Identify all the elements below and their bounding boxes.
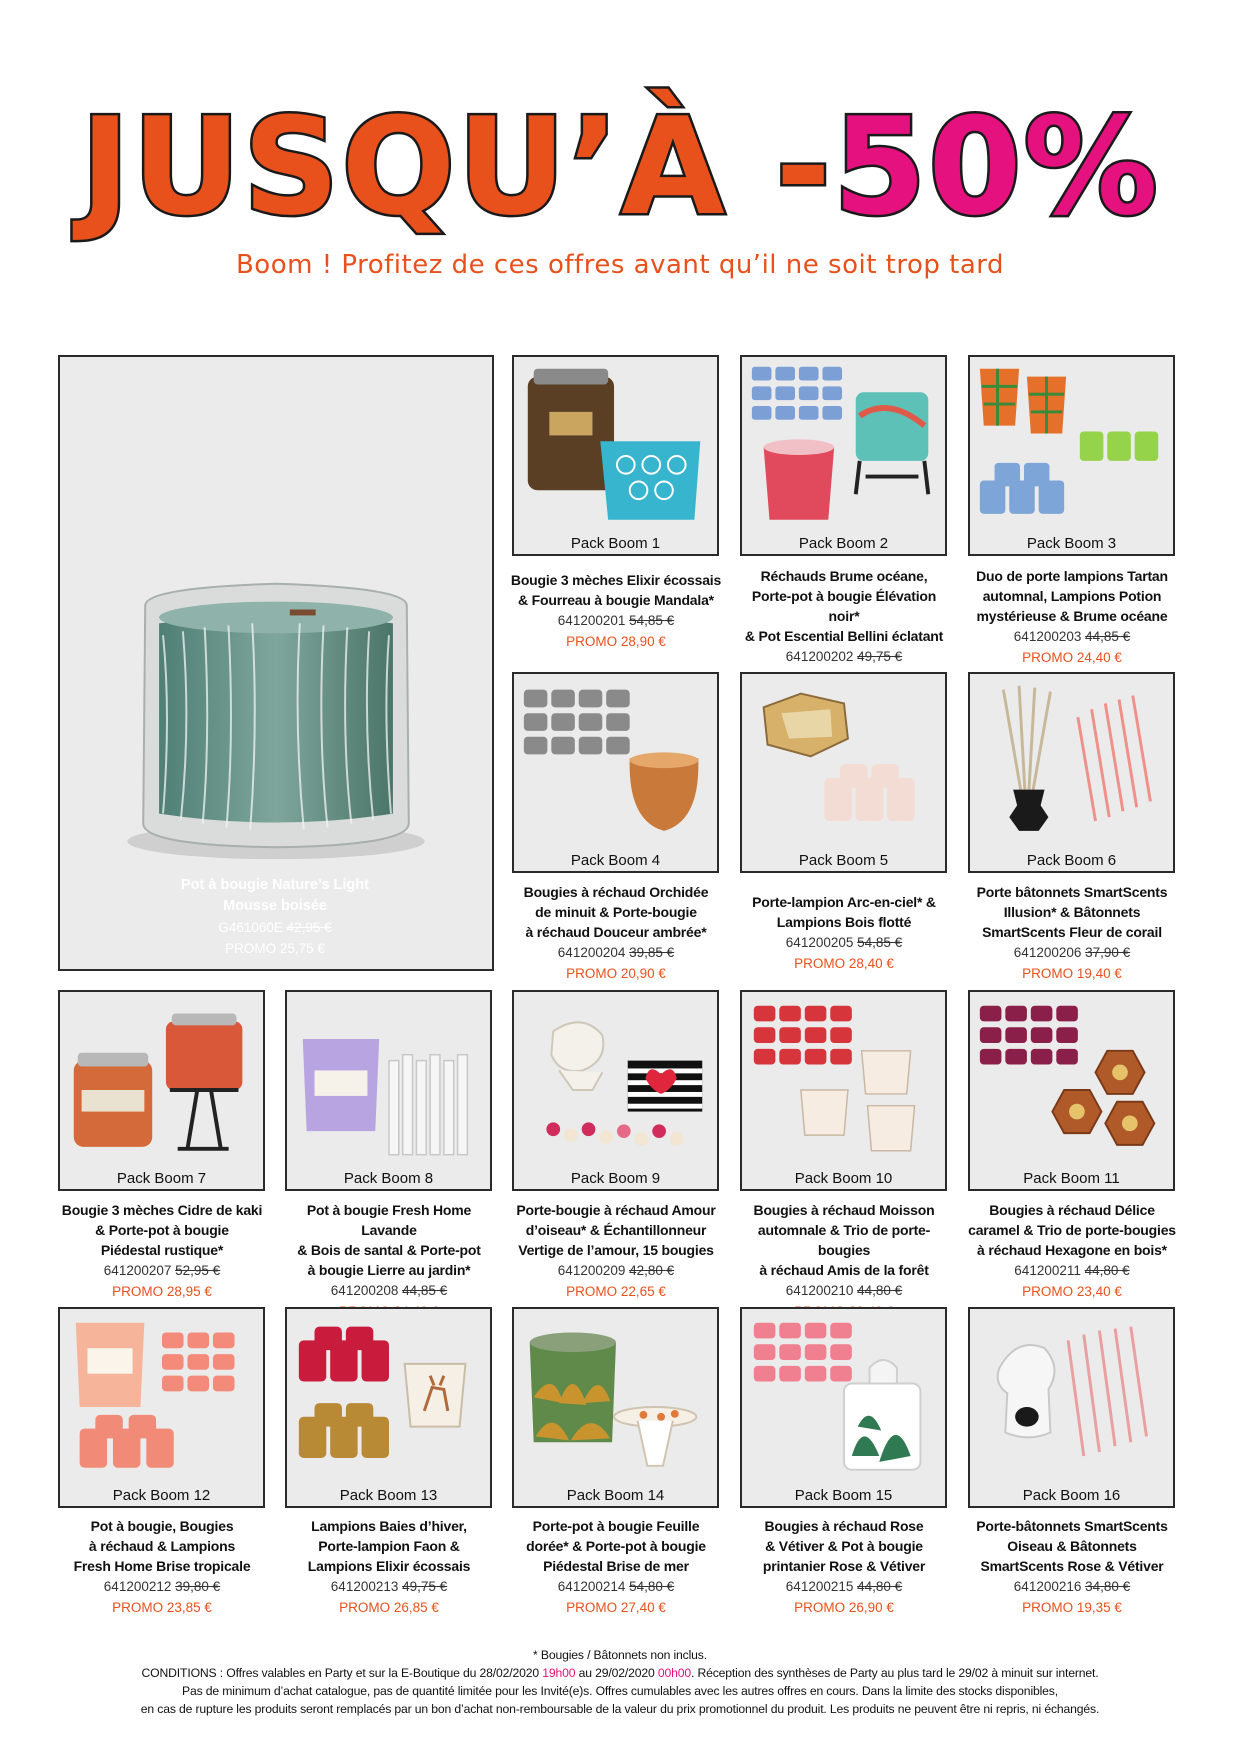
- pack-label: Pack Boom 8: [343, 1170, 434, 1187]
- pack-old-price: 44,85 €: [402, 1283, 448, 1298]
- promo-headline: [0, 89, 1240, 245]
- pack-label: Pack Boom 7: [116, 1170, 207, 1187]
- pack-info-16: [965, 1516, 1179, 1618]
- pack-code-value: 641200207: [103, 1263, 172, 1278]
- pack-name-line: Bougies à réchaud Rose: [764, 1518, 924, 1534]
- pack-info-10: [737, 1200, 951, 1322]
- pack-old-price: 52,95 €: [175, 1263, 221, 1278]
- pack-old-price: 49,75 €: [402, 1579, 448, 1594]
- pack-tile-7[interactable]: [58, 990, 265, 1191]
- pack-tile-8[interactable]: [285, 990, 492, 1191]
- pack-info-13: [282, 1516, 496, 1618]
- featured-code: [60, 917, 490, 938]
- pack-name-line: Porte-bâtonnets SmartScents: [976, 1518, 1168, 1534]
- pack-name-line: Oiseau & Bâtonnets: [1007, 1538, 1137, 1554]
- start-time: 19h00: [542, 1666, 576, 1680]
- pack-promo-price: PROMO 19,35 €: [1022, 1600, 1122, 1615]
- pack-tile-15[interactable]: [740, 1307, 947, 1508]
- grey-tealights-illustration: [514, 674, 717, 871]
- pack-name-line: Fresh Home Brise tropicale: [73, 1558, 251, 1574]
- pack-code: [282, 1280, 496, 1301]
- pack-old-price: 39,85 €: [629, 945, 675, 960]
- jar-and-sleeve-illustration: [514, 357, 717, 554]
- pack-info-2: [737, 566, 951, 688]
- pack-label: Pack Boom 9: [570, 1170, 661, 1187]
- pack-name-line: Piédestal Brise de mer: [543, 1558, 689, 1574]
- pack-code: [737, 1280, 951, 1301]
- pack-name-line: Porte bâtonnets SmartScents: [976, 884, 1168, 900]
- pack-name-line: Lampions Elixir écossais: [307, 1558, 471, 1574]
- gold-leaf-holder-illustration: [514, 1309, 717, 1506]
- pack-name-line: & Fourreau à bougie Mandala*: [518, 592, 714, 608]
- pack-code-value: 641200204: [557, 945, 626, 960]
- pack-name-line: caramel & Trio de porte-bougies: [968, 1222, 1176, 1238]
- pack-old-price: 44,85 €: [1085, 629, 1131, 644]
- pack-code-value: 641200201: [557, 613, 626, 628]
- pack-name-line: à réchaud Douceur ambrée*: [525, 924, 707, 940]
- bird-holder-sampler-illustration: [514, 992, 717, 1189]
- pack-promo-price: PROMO 26,85 €: [339, 1600, 439, 1615]
- pack-info-6: [965, 882, 1179, 984]
- pack-name-line: Bougie 3 mèches Cidre de kaki: [61, 1202, 263, 1218]
- pack-code-value: 641200203: [1013, 629, 1082, 644]
- pack-name-line: Pot à bougie, Bougies: [90, 1518, 234, 1534]
- conditions-line-2: Pas de minimum d’achat catalogue, pas de quantité limitée pour les Invité(e)s. Offres cumulables avec les autres offres en cours. Dans la limite des stocks disponibles,: [182, 1684, 1058, 1698]
- pack-label: Pack Boom 11: [1023, 1170, 1120, 1187]
- pack-code-value: 641200210: [785, 1283, 854, 1298]
- pack-old-price: 44,80 €: [857, 1579, 903, 1594]
- pack-old-price: 54,85 €: [629, 613, 675, 628]
- pack-name-line: Bougies à réchaud Moisson: [753, 1202, 935, 1218]
- pack-info-12: [55, 1516, 269, 1618]
- pack-old-price: 42,80 €: [629, 1263, 675, 1278]
- pack-code: [965, 1260, 1179, 1281]
- pack-code: [509, 1576, 723, 1597]
- pack-code: [965, 626, 1179, 647]
- pack-name-line: d’oiseau* & Échantillonneur: [525, 1222, 707, 1238]
- pack-name-line: Porte-lampion Arc-en-ciel* &: [752, 894, 936, 910]
- pack-tile-4[interactable]: [512, 672, 719, 873]
- featured-product-info: [60, 875, 490, 959]
- pack-info-4: [509, 882, 723, 984]
- pack-old-price: 44,80 €: [857, 1283, 903, 1298]
- pack-tile-11[interactable]: [968, 990, 1175, 1191]
- pack-name-line: Porte-pot à bougie Feuille: [532, 1518, 700, 1534]
- lavender-jar-illustration: [287, 992, 490, 1189]
- pack-tile-14[interactable]: [512, 1307, 719, 1508]
- pack-tile-6[interactable]: [968, 672, 1175, 873]
- pack-promo-price: PROMO 19,40 €: [1022, 966, 1122, 981]
- conditions-line-3: en cas de rupture les produits seront remplacés par un bon d’achat non-remboursable de la valeur du prix promotionnel du produit. Les produits ne peuvent être ni repris, ni échangés.: [140, 1702, 1100, 1716]
- pack-name-line: Porte-pot à bougie Élévation noir*: [751, 588, 937, 624]
- pack-code-value: 641200206: [1013, 945, 1082, 960]
- pack-tile-9[interactable]: [512, 990, 719, 1191]
- pack-label: Pack Boom 2: [798, 535, 889, 552]
- pack-name-line: Illusion* & Bâtonnets: [1003, 904, 1141, 920]
- promo-subtitle: Boom ! Profitez de ces offres avant qu’il ne soit trop tard: [235, 250, 1005, 280]
- pack-old-price: 39,80 €: [175, 1579, 221, 1594]
- pack-label: Pack Boom 10: [794, 1170, 893, 1187]
- pack-info-1: [509, 570, 723, 652]
- featured-promo-price: PROMO 25,75 €: [225, 941, 325, 956]
- pack-tile-1[interactable]: [512, 355, 719, 556]
- pack-tile-16[interactable]: [968, 1307, 1175, 1508]
- pack-info-11: [965, 1200, 1179, 1302]
- pack-info-3: [965, 566, 1179, 668]
- red-tealights-illustration: [742, 992, 945, 1189]
- pack-name-line: mystérieuse & Brume océane: [976, 608, 1168, 624]
- pack-code-value: 641200213: [330, 1579, 399, 1594]
- pack-tile-2[interactable]: [740, 355, 947, 556]
- pack-name-line: Porte-lampion Faon &: [318, 1538, 460, 1554]
- pack-promo-price: PROMO 26,90 €: [794, 1600, 894, 1615]
- conditions-text: . Réception des synthèses de Party au plus tard le 29/02 à minuit sur internet.: [690, 1666, 1099, 1680]
- pack-label: Pack Boom 12: [112, 1487, 211, 1504]
- pack-code: [737, 1576, 951, 1597]
- pack-label: Pack Boom 6: [1026, 852, 1117, 869]
- pack-name-line: Réchauds Brume océane,: [760, 568, 928, 584]
- pack-name-line: SmartScents Fleur de corail: [982, 924, 1162, 940]
- pack-code-value: 641200208: [330, 1283, 399, 1298]
- pack-code: [509, 610, 723, 631]
- pack-name-line: Bougie 3 mèches Elixir écossais: [510, 572, 722, 588]
- pack-name-line: de minuit & Porte-bougie: [535, 904, 697, 920]
- headline-percent: 50%: [833, 89, 1160, 245]
- rose-vetiver-illustration: [742, 1309, 945, 1506]
- pack-name-line: printanier Rose & Vétiver: [762, 1558, 926, 1574]
- pack-promo-price: PROMO 22,65 €: [566, 1284, 666, 1299]
- pack-name-line: Pot à bougie Fresh Home Lavande: [306, 1202, 472, 1238]
- pack-name-line: automnale & Trio de porte-bougies: [757, 1222, 931, 1258]
- pack-name-line: & Bois de santal & Porte-pot: [297, 1242, 481, 1258]
- pack-code: [55, 1576, 269, 1597]
- pack-info-7: [55, 1200, 269, 1302]
- conditions-text: CONDITIONS : Offres valables en Party et sur la E-Boutique du 28/02/2020: [141, 1666, 543, 1680]
- pack-old-price: 37,90 €: [1085, 945, 1131, 960]
- pack-old-price: 44,80 €: [1084, 1263, 1130, 1278]
- pack-name-line: Porte-bougie à réchaud Amour: [516, 1202, 716, 1218]
- pack-name-line: Bougies à réchaud Délice: [989, 1202, 1155, 1218]
- pack-code: [737, 932, 951, 953]
- pack-name-line: Vertige de l’amour, 15 bougies: [518, 1242, 714, 1258]
- pack-info-8: [282, 1200, 496, 1322]
- pack-code: [282, 1576, 496, 1597]
- pack-code-value: 641200215: [785, 1579, 854, 1594]
- pack-label: Pack Boom 15: [794, 1487, 893, 1504]
- pack-label: Pack Boom 14: [566, 1487, 665, 1504]
- pack-name-line: Bougies à réchaud Orchidée: [523, 884, 709, 900]
- pack-code-value: 641200209: [557, 1263, 626, 1278]
- pack-name-line: & Porte-pot à bougie: [95, 1222, 229, 1238]
- pack-name-line: & Vétiver & Pot à bougie: [765, 1538, 923, 1554]
- conditions-text: au 29/02/2020: [575, 1666, 658, 1680]
- pack-name-line: Piédestal rustique*: [100, 1242, 224, 1258]
- pack-label: Pack Boom 4: [570, 852, 661, 869]
- pack-code-value: 641200216: [1013, 1579, 1082, 1594]
- pack-label: Pack Boom 13: [339, 1487, 438, 1504]
- pack-promo-price: PROMO 28,40 €: [794, 956, 894, 971]
- pack-name-line: à bougie Lierre au jardin*: [307, 1262, 471, 1278]
- featured-code-value: G461060E: [218, 920, 283, 935]
- pack-label: Pack Boom 1: [570, 535, 661, 552]
- pack-info-15: [737, 1516, 951, 1618]
- tartan-holders-illustration: [970, 357, 1173, 554]
- pack-tile-12[interactable]: [58, 1307, 265, 1508]
- pack-name-line: Lampions Bois flotté: [776, 914, 912, 930]
- votives-and-fawn-illustration: [287, 1309, 490, 1506]
- pack-label: Pack Boom 16: [1022, 1487, 1121, 1504]
- tealights-and-jar-illustration: [742, 357, 945, 554]
- pack-name-line: à réchaud Amis de la forêt: [759, 1262, 929, 1278]
- pack-tile-13[interactable]: [285, 1307, 492, 1508]
- pack-promo-price: PROMO 27,40 €: [566, 1600, 666, 1615]
- pack-old-price: 54,85 €: [857, 935, 903, 950]
- pack-name-line: à réchaud Hexagone en bois*: [977, 1242, 1167, 1258]
- pack-code-value: 641200211: [1014, 1263, 1081, 1278]
- pack-code-value: 641200214: [557, 1579, 626, 1594]
- end-time: 00h00: [657, 1666, 691, 1680]
- featured-name-line2: Mousse boisée: [223, 898, 327, 914]
- pack-label: Pack Boom 5: [798, 852, 889, 869]
- featured-name-line1: Pot à bougie Nature’s Light: [181, 877, 369, 893]
- bird-diffuser-illustration: [970, 1309, 1173, 1506]
- pack-promo-price: PROMO 28,90 €: [566, 634, 666, 649]
- pack-info-5: [737, 892, 951, 974]
- pack-name-line: à réchaud & Lampions: [88, 1538, 236, 1554]
- pack-promo-price: PROMO 28,95 €: [112, 1284, 212, 1299]
- pack-promo-price: PROMO 23,40 €: [1022, 1284, 1122, 1299]
- pack-code-value: 641200202: [785, 649, 854, 664]
- conditions-line-1: [40, 1664, 1200, 1682]
- pack-old-price: 49,75 €: [857, 649, 903, 664]
- pack-code: [55, 1260, 269, 1281]
- pack-code: [965, 1576, 1179, 1597]
- pack-tile-10[interactable]: [740, 990, 947, 1191]
- headline-text: JUSQU’À -: [80, 89, 834, 245]
- pack-label: Pack Boom 3: [1026, 535, 1117, 552]
- pack-code-value: 641200212: [103, 1579, 172, 1594]
- pack-name-line: automnal, Lampions Potion: [982, 588, 1162, 604]
- pack-info-14: [509, 1516, 723, 1618]
- tropical-jar-illustration: [60, 1309, 263, 1506]
- persimmon-jar-illustration: [60, 992, 263, 1189]
- pack-code: [737, 646, 951, 667]
- footnote: * Bougies / Bâtonnets non inclus.: [533, 1648, 707, 1662]
- prism-holder-illustration: [742, 674, 945, 871]
- pack-code: [965, 942, 1179, 963]
- pack-name-line: Duo de porte lampions Tartan: [976, 568, 1168, 584]
- pack-old-price: 34,80 €: [1085, 1579, 1131, 1594]
- pack-promo-price: PROMO 23,85 €: [112, 1600, 212, 1615]
- pack-name-line: Lampions Baies d’hiver,: [311, 1518, 467, 1534]
- pack-tile-5[interactable]: [740, 672, 947, 873]
- pack-old-price: 54,80 €: [629, 1579, 675, 1594]
- pack-promo-price: PROMO 24,40 €: [1022, 650, 1122, 665]
- pack-code-value: 641200205: [785, 935, 854, 950]
- conditions-footer: [40, 1646, 1200, 1718]
- pack-code: [509, 942, 723, 963]
- pack-tile-3[interactable]: [968, 355, 1175, 556]
- featured-old-price: 42,95 €: [286, 920, 332, 935]
- reed-diffuser-illustration: [970, 674, 1173, 871]
- hexagon-holders-illustration: [970, 992, 1173, 1189]
- pack-name-line: dorée* & Porte-pot à bougie: [526, 1538, 706, 1554]
- pack-code: [509, 1260, 723, 1281]
- pack-name-line: & Pot Escential Bellini éclatant: [744, 628, 944, 644]
- pack-name-line: SmartScents Rose & Vétiver: [980, 1558, 1164, 1574]
- pack-promo-price: PROMO 20,90 €: [566, 966, 666, 981]
- pack-info-9: [509, 1200, 723, 1302]
